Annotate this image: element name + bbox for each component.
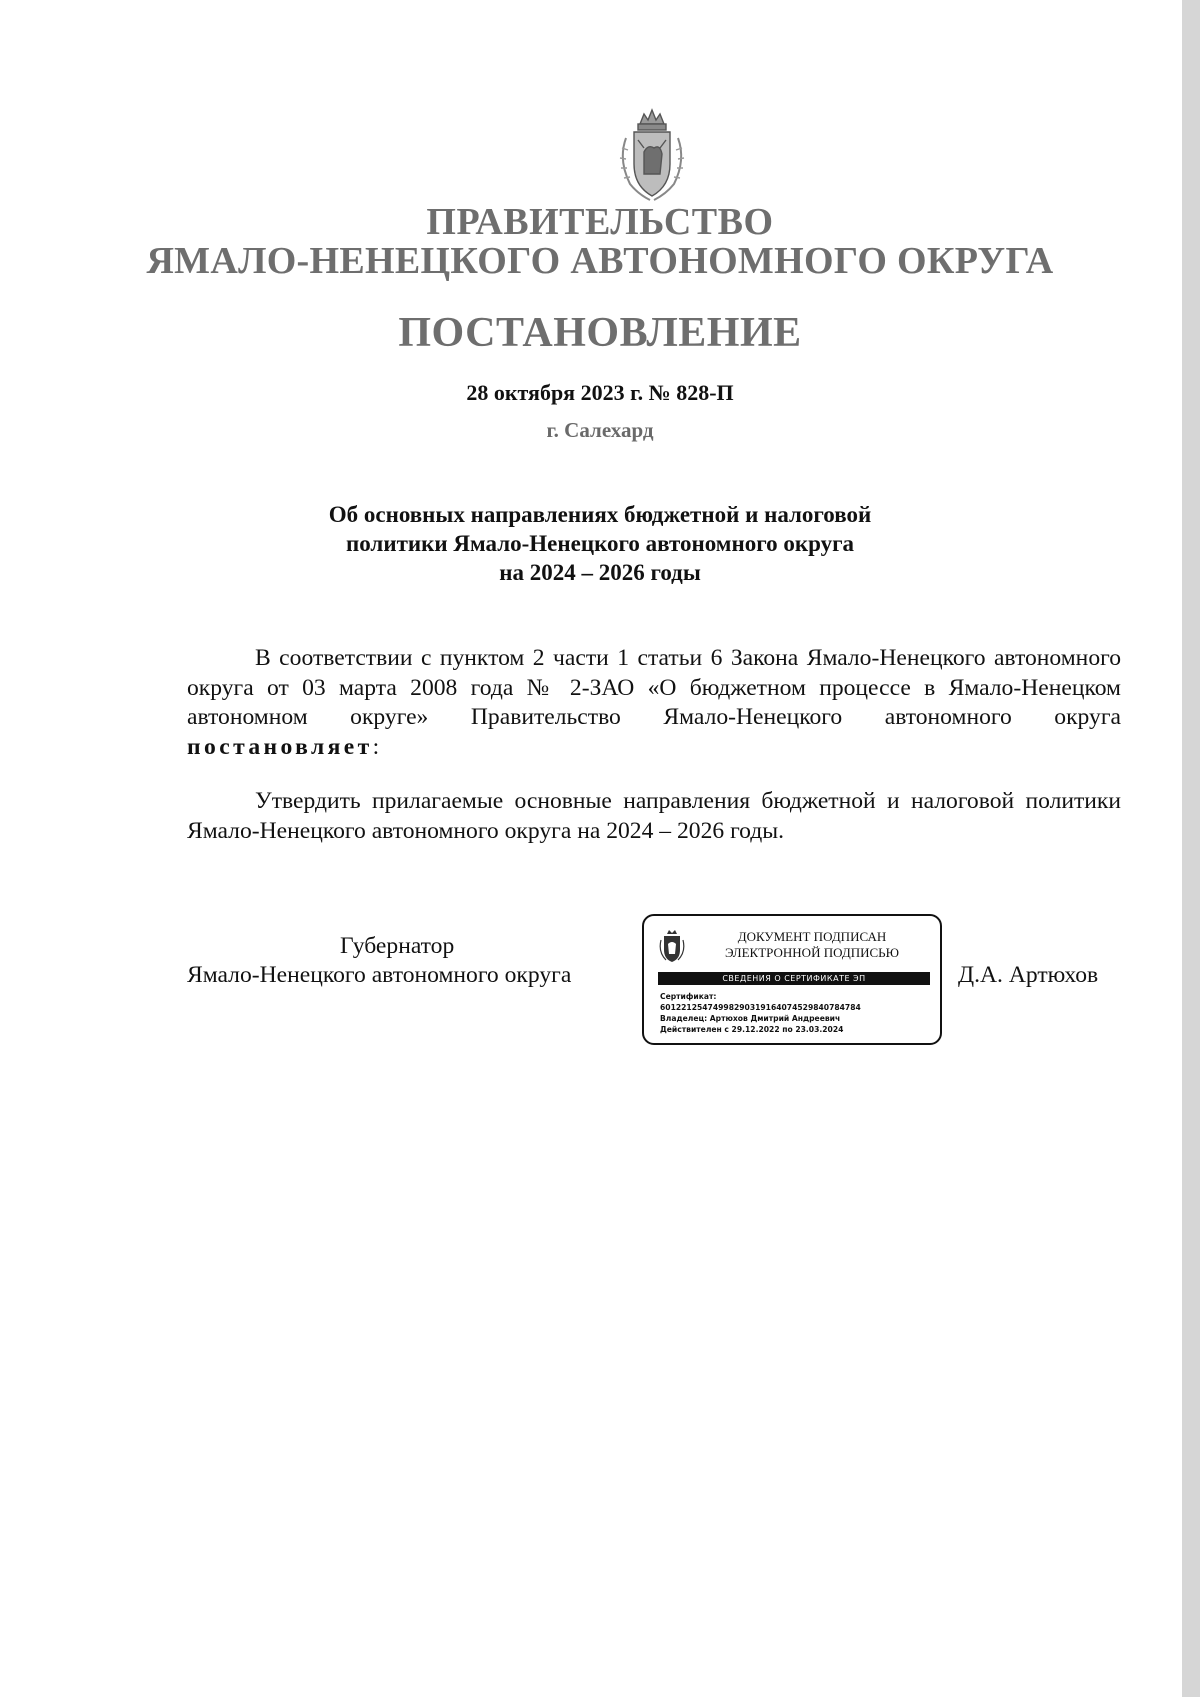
stamp-coat-of-arms-icon xyxy=(658,928,686,964)
decree-city: г. Салехард xyxy=(546,418,654,442)
stamp-line: ЭЛЕКТРОННОЙ ПОДПИСЬЮ xyxy=(725,945,899,960)
stamp-validity: Действителен с 29.12.2022 по 23.03.2024 xyxy=(660,1025,844,1034)
stamp-cert-number: 60122125474998290319164074529840784784 xyxy=(660,1003,861,1012)
preamble-text: В соответствии с пунктом 2 части 1 статьи 6 Закона Ямало-Ненецкого автономного округа от 03 марта 2008 года № 2-ЗАО «О бюджетном процессе в Ямало-Ненецком автономном округе» Правительство Ямало-Ненецкого автономного округа xyxy=(187,645,1121,730)
preamble-paragraph xyxy=(187,644,1121,762)
subject-line: политики Ямало-Ненецкого автономного округа xyxy=(345,531,855,556)
subject-line: на 2024 – 2026 годы xyxy=(499,560,701,585)
resolves-word: постановляет xyxy=(187,733,373,760)
signatory-title: Губернатор xyxy=(340,933,455,959)
stamp-cert-label: Сертификат: xyxy=(660,992,717,1001)
decree-date-number: 28 октября 2023 г. № 828-П xyxy=(466,380,734,405)
stamp-heading xyxy=(692,929,932,961)
decree-subject xyxy=(0,500,1200,587)
document-type-heading: ПОСТАНОВЛЕНИЕ xyxy=(398,310,802,356)
preamble-colon: : xyxy=(372,733,380,760)
signatory-region: Ямало-Ненецкого автономного округа xyxy=(187,962,572,988)
region-heading: ЯМАЛО-НЕНЕЦКОГО АВТОНОМНОГО ОКРУГА xyxy=(146,240,1054,282)
resolution-paragraph: Утвердить прилагаемые основные направления бюджетной и налоговой политики Ямало-Ненецкого автономного округа на 2024 – 2026 годы. xyxy=(187,788,1121,844)
coat-of-arms-icon xyxy=(614,104,690,204)
stamp-owner: Владелец: Артюхов Дмитрий Андреевич xyxy=(660,1014,841,1023)
electronic-signature-stamp xyxy=(642,914,942,1045)
stamp-certificate-bar: СВЕДЕНИЯ О СЕРТИФИКАТЕ ЭП xyxy=(658,972,930,985)
government-heading: ПРАВИТЕЛЬСТВО xyxy=(426,201,774,243)
stamp-certificate-details xyxy=(660,991,940,1035)
signatory-name: Д.А. Артюхов xyxy=(958,962,1099,988)
stamp-line: ДОКУМЕНТ ПОДПИСАН xyxy=(737,929,887,944)
subject-line: Об основных направлениях бюджетной и налоговой xyxy=(328,502,872,527)
